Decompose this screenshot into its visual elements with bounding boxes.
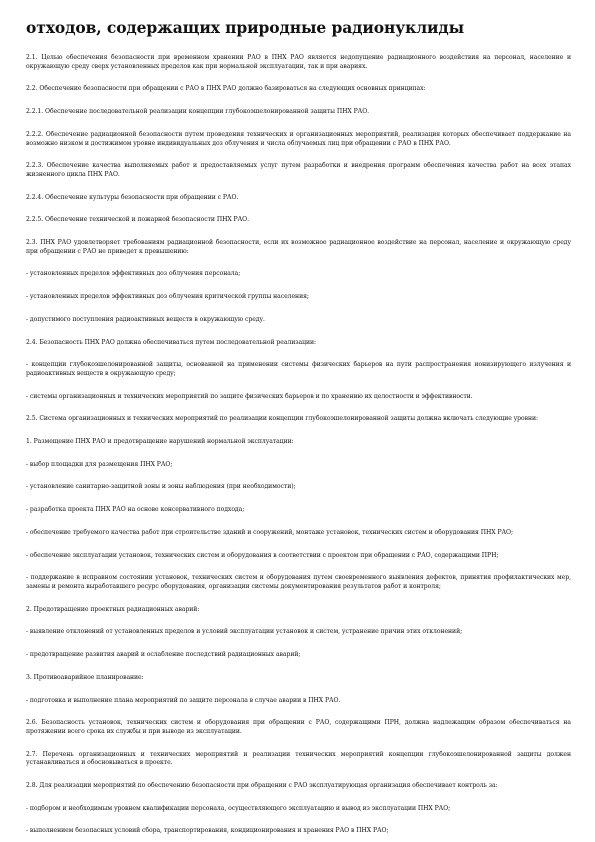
level-heading: 1. Размещение ПНХ РАО и предотвращение нарушений нормальной эксплуатации:	[26, 438, 294, 446]
list-item: - концепции глубокоэшелонированной защиты, основанной на применении системы физических барьеров на пути распространения ионизирующего излучения и радиоактивных веществ в окружающую среду;	[26, 361, 571, 377]
list-item: - разработка проекта ПНХ РАО на основе консервативного подхода;	[26, 506, 245, 514]
list-item: - подбором и необходимым уровнем квалификации персонала, осуществляющего эксплуатацию и вывод из эксплуатации ПНХ РАО;	[26, 804, 451, 812]
list-item: - установленных пределов эффективных доз облучения критической группы населения;	[26, 293, 309, 301]
document-body	[26, 54, 571, 836]
paragraph-2-1: 2.1. Целью обеспечения безопасности при временном хранении РАО в ПНХ РАО является недопущение радиационного воздействия на персонал, население и окружающую среду сверх установленных пределов как при нормальной эксплуатации, так и при авариях.	[26, 54, 571, 70]
paragraph-2-2-3: 2.2.3. Обеспечение качества выполняемых работ и предоставляемых услуг путем разработки и внедрения программ обеспечения качества работ на всех этапах жизненного цикла ПНХ РАО.	[26, 162, 571, 178]
document-page	[26, 18, 571, 836]
paragraph-2-3: 2.3. ПНХ РАО удовлетворяет требованиям радиационной безопасности, если их возможное радиационное воздействие на персонал, население и окружающую среду при обращении с РАО не приведет к превышению:	[26, 239, 571, 255]
list-item: - выполнением безопасных условий сбора, транспортирования, кондиционирования и хранения РАО в ПНХ РАО;	[26, 827, 389, 835]
paragraph-2-2: 2.2. Обеспечение безопасности при обращении с РАО в ПНХ РАО должно базироваться на следующих основных принципах:	[26, 85, 426, 93]
list-item: - системы организационных и технических мероприятий по защите физических барьеров и по хранению их целостности и эффективности.	[26, 392, 473, 400]
list-item: - выбор площадки для размещения ПНХ РАО;	[26, 460, 173, 468]
paragraph-2-2-4: 2.2.4. Обеспечение культуры безопасности при обращении с РАО.	[26, 193, 239, 201]
paragraph-2-5: 2.5. Система организационных и технических мероприятий по реализации концепции глубокоэшелонированной защиты должна включать следующие уровни:	[26, 415, 539, 423]
list-item: - выявление отклонений от установленных пределов и условий эксплуатации установок и систем, устранение причин этих отклонений;	[26, 628, 463, 636]
paragraph-2-6: 2.6. Безопасность установок, технических систем и оборудования при обращении с РАО, содержащими ПРН, должна надлежащим образом обеспечиваться на протяжении всего срока их службы и при выводе из эксплуатации.	[26, 719, 571, 735]
list-item: - подготовка и выполнение плана мероприятий по защите персонала в случае аварии в ПНХ РАО.	[26, 696, 341, 704]
paragraph-2-7: 2.7. Перечень организационных и технических мероприятий и реализации технических мероприятий концепции глубокоэшелонированной защиты должен устанавливаться и обосновываться в проекте.	[26, 750, 571, 767]
paragraph-2-8: 2.8. Для реализации мероприятий по обеспечению безопасности при обращении с РАО эксплуатирующая организация обеспечивает контроль за:	[26, 782, 498, 790]
level-heading: 3. Противоаварийное планирование:	[26, 673, 144, 681]
list-item: - установление санитарно-защитной зоны и зоны наблюдения (при необходимости);	[26, 483, 296, 491]
list-item: - предотвращение развития аварий и ослабление последствий радиационных аварий;	[26, 651, 301, 659]
paragraph-2-2-1: 2.2.1. Обеспечение последовательной реализации концепции глубокоэшелонированной защиты ПНХ РАО.	[26, 108, 370, 116]
level-heading: 2. Предотвращение проектных радиационных аварий:	[26, 605, 200, 613]
list-item: - установленных пределов эффективных доз облучения персонала;	[26, 270, 241, 278]
list-item: - обеспечение требуемого качества работ при строительстве зданий и сооружений, монтаже установок, технических систем и оборудования ПНХ РАО;	[26, 528, 514, 536]
paragraph-2-2-5: 2.2.5. Обеспечение технической и пожарной безопасности ПНХ РАО.	[26, 216, 249, 224]
paragraph-2-2-2: 2.2.2. Обеспечение радиационной безопасности путем проведения технических и организационных мероприятий, реализация которых обеспечивает поддержание на возможно низком и достижимом уровне индивидуальных доз облучения и числа облучаемых лиц при обращении с РАО в ПНХ РАО.	[26, 130, 571, 147]
list-item: - поддержание в исправном состоянии установок, технических систем и оборудования путем своевременного выявления дефектов, принятия профилактических мер, замены и ремонта выработавшего ресурс оборудования, организации системы документирования результатов работ и контроля;	[26, 574, 571, 590]
list-item: - обеспечение эксплуатации установок, технических систем и оборудования в соответствии с проектом при обращении с РАО, содержащими ПРН;	[26, 551, 499, 559]
paragraph-2-4: 2.4. Безопасность ПНХ РАО должна обеспечиваться путем последовательной реализации:	[26, 338, 316, 346]
document-title: отходов, содержащих природные радионуклиды	[26, 18, 465, 37]
list-item: - допустимого поступления радиоактивных веществ в окружающую среду.	[26, 315, 265, 323]
